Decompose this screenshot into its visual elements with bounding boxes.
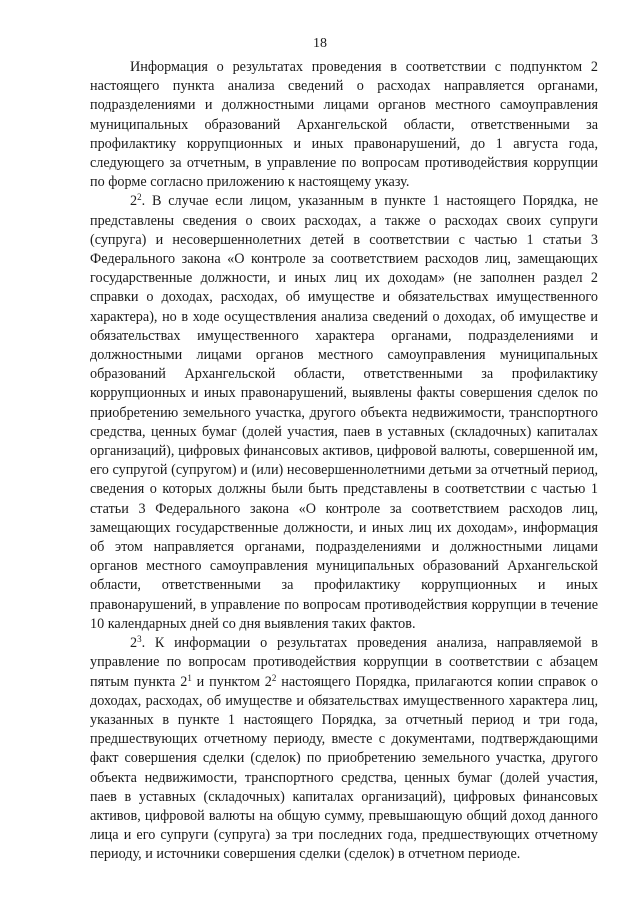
clause-number: 2 — [130, 193, 138, 210]
paragraph-clause-2-3 — [90, 634, 598, 864]
paragraph-text: и пунктом 2 — [191, 673, 272, 690]
paragraph-text: настоящего Порядка, прилагаются копии справок о доходах, расходах, об имуществе и обязательствах имущественного характера лиц, указанных в пункте 1 настоящего Порядка, за отчетный период и три года, предшествующих отчетному периоду, вместе с документами, подтверждающими факт совершения сделки (сделок) по приобретению земельного участка, другого объекта недвижимости, транспортного средства, ценных бумаг (долей участия, паев в уставных (складочных) капиталах организаций), цифровых финансовых активов, цифровой валюты на общую сумму, превышающую общий доход данного лица и его супруги (супруга) за три последних года, предшествующих отчетному периоду, и источники совершения сделки (сделок) в отчетном периоде. — [90, 673, 598, 863]
paragraph-text: . К информации о результатах проведения анализа, направляемой в управление по вопросам противодействия коррупции в соответствии с абзацем пятым пункта 2 — [90, 635, 598, 690]
reference-superscript: 2 — [271, 672, 277, 683]
paragraph-clause-2-2 — [90, 192, 598, 634]
paragraph-text: Информация о результатах проведения в соответствии с подпунктом 2 настоящего пункта анализа сведений о расходах направляется органами, подразделениями и должностными лицами органов местного самоуправления муниципальных образований Архангельской области, ответственными за профилактику коррупционных и иных правонарушений, до 1 августа года, следующего за отчетным, в управление по вопросам противодействия коррупции по форме согласно приложению к настоящему указу. — [90, 59, 598, 191]
document-body — [90, 58, 598, 865]
clause-number: 2 — [130, 635, 138, 652]
clause-number-superscript: 2 — [137, 192, 142, 203]
clause-number-superscript: 3 — [137, 634, 142, 645]
paragraph-text: . В случае если лицом, указанным в пункте 1 настоящего Порядка, не представлены сведения о своих расходах, а также о расходах своих супруги (супруга) и несовершеннолетних детей в соответствии с частью 1 статьи 3 Федерального закона «О контроле за соответствием расходов лиц, замещающих государственные должности, и иных лиц их доходам» (не заполнен раздел 2 справки о доходах, расходах, об имуществе и обязательствах имущественного характера), но в ходе осуществления анализа сведений о доходах, об имуществе и обязательствах имущественного характера органами, подразделениями и должностными лицами органов местного самоуправления муниципальных образований Архангельской области, ответственными за профилактику коррупционных и иных правонарушений, выявлены факты совершения сделок по приобретению земельного участка, другого объекта недвижимости, транспортного средства, ценных бумаг (долей участия, паев в уставных (складочных) капиталах организаций), цифровых финансовых активов, цифровой валюты, совершенной им, его супругой (супругом) и (или) несовершеннолетними детьми за отчетный период, сведения о которых должны были быть представлены в соответствии с частью 1 статьи 3 Федерального закона «О контроле за соответствием расходов лиц, замещающих государственные должности, и иных лиц их доходам», информация об этом направляется органами, подразделениями и должностными лицами органов местного самоуправления муниципальных образований Архангельской области, ответственными за профилактику коррупционных и иных правонарушений, в управление по вопросам противодействия коррупции в течение 10 календарных дней со дня выявления таких фактов. — [90, 193, 598, 632]
reference-superscript: 1 — [187, 672, 192, 683]
page-number: 18 — [313, 36, 327, 51]
paragraph-analysis-results — [90, 58, 598, 192]
